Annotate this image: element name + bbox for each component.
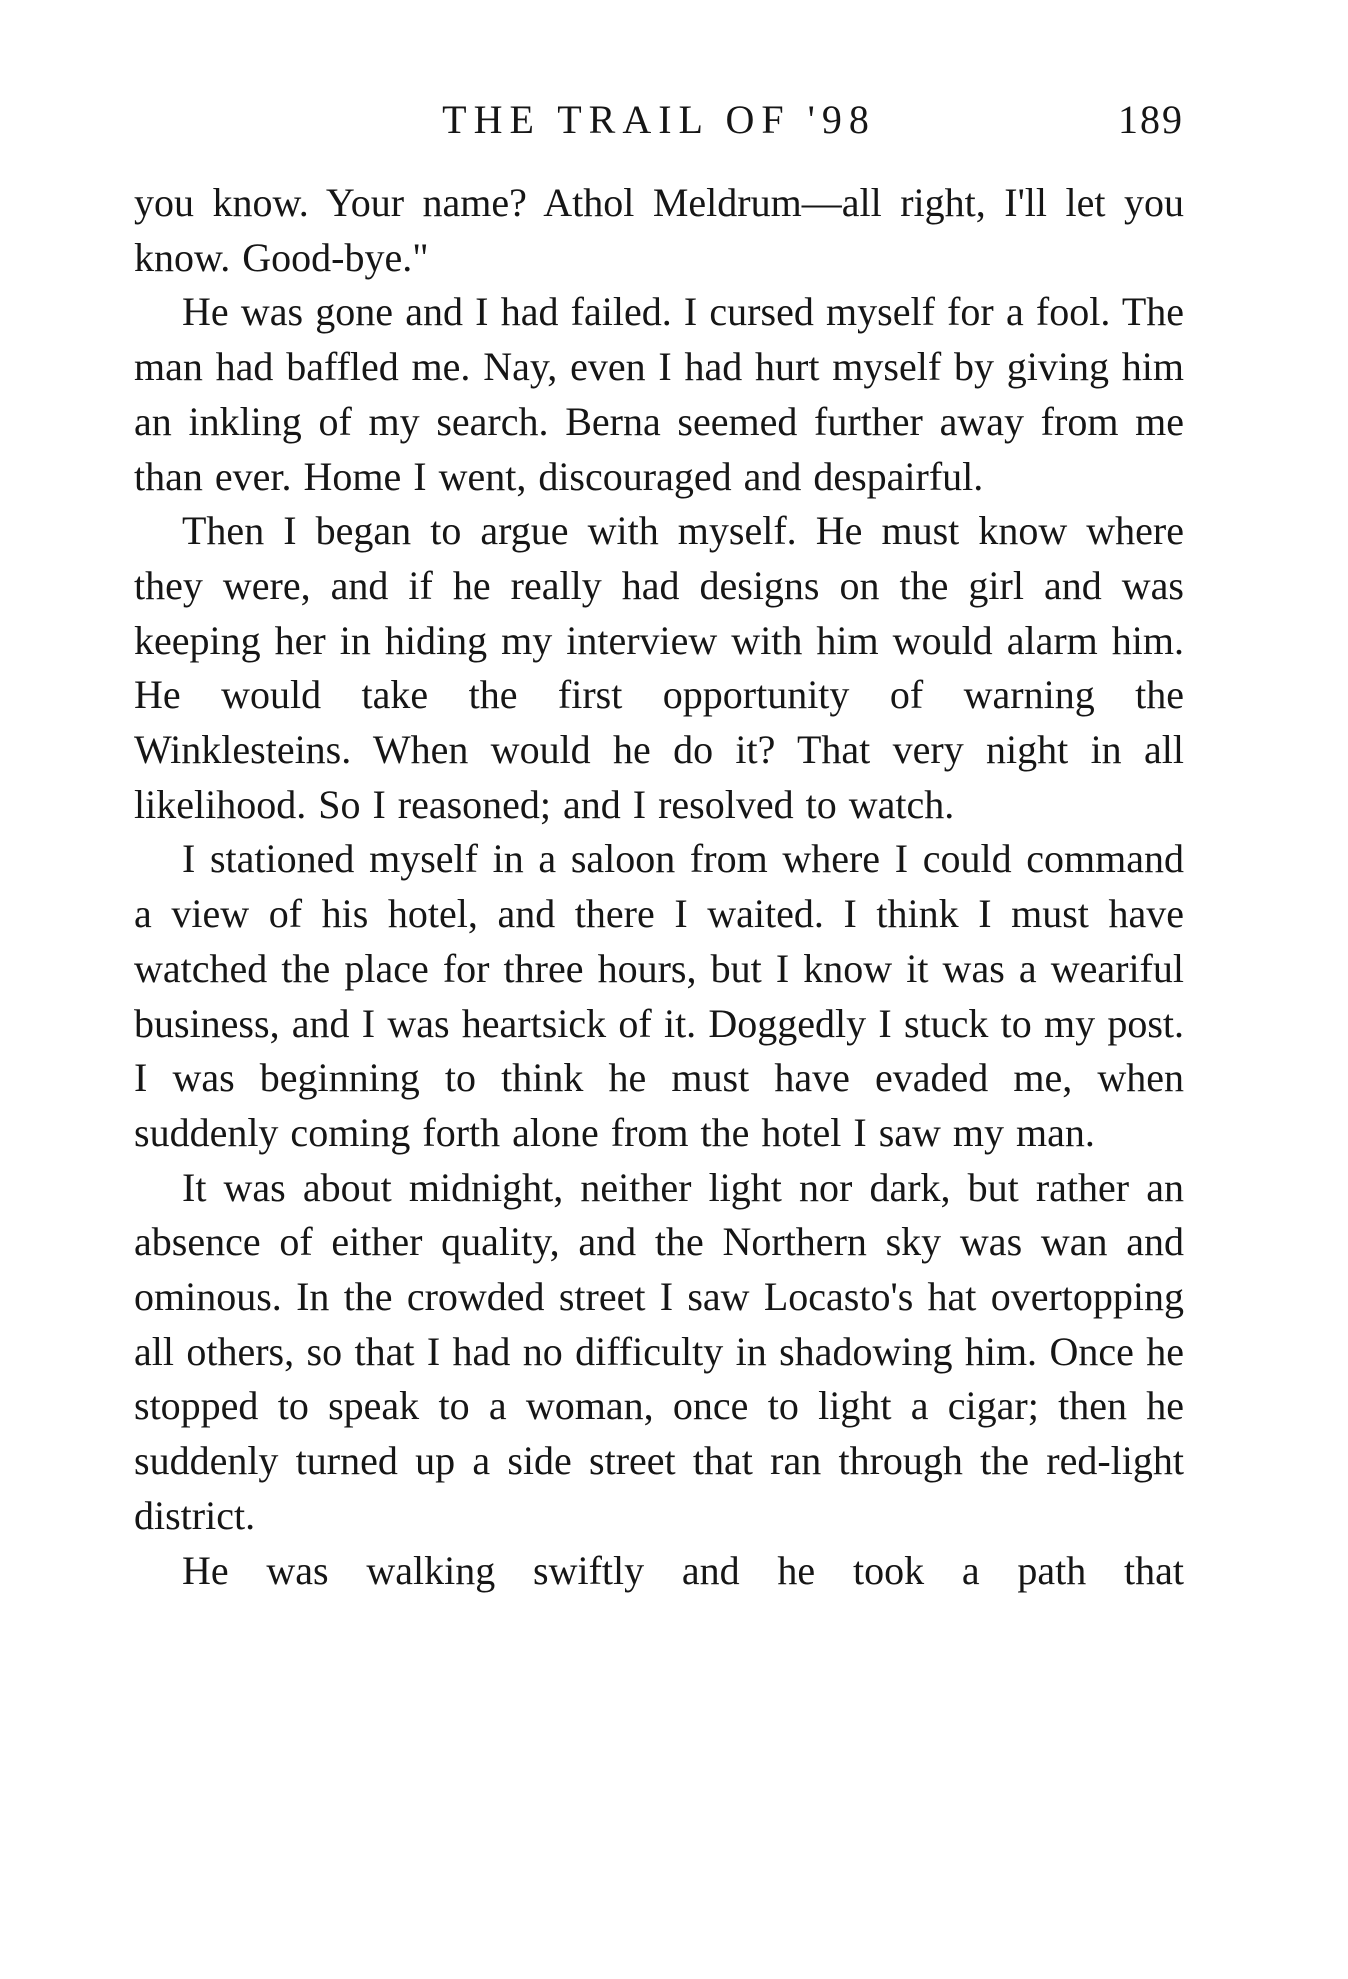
paragraph-continued: you know. Your name? Athol Meldrum—all right, I'll let you know. Good-bye.": [134, 180, 1184, 280]
paragraph: It was about midnight, neither light nor dark, but rather an absence of either quality, and the Northern sky was wan and ominous. In the crowded street I saw Locasto's hat overtopping all others, so that I had no difficulty in shadowing him. Once he stopped to speak to a woman, once to light a cigar; then he suddenly turned up a side street that ran through the red-light district.: [134, 1164, 1184, 1538]
paragraph-continues: He was walking swiftly and he took a path that: [182, 1547, 1184, 1593]
page-number: 189: [1118, 97, 1184, 142]
book-title: THE TRAIL OF '98: [442, 97, 876, 142]
running-head: [134, 88, 1184, 152]
paragraph: He was gone and I had failed. I cursed myself for a fool. The man had baffled me. Nay, even I had hurt myself by giving him an inkling of my search. Berna seemed further away from me than ever. Home I went, discouraged and despairful.: [134, 289, 1184, 499]
body-text: [134, 176, 1184, 1598]
paragraph: I stationed myself in a saloon from where I could command a view of his hotel, and there I waited. I think I must have watched the place for three hours, but I know it was a weariful business, and I was heartsick of it. Doggedly I stuck to my post. I was beginning to think he must have evaded me, when suddenly coming forth alone from the hotel I saw my man.: [134, 836, 1184, 1155]
paragraph: Then I began to argue with myself. He must know where they were, and if he really had designs on the girl and was keeping her in hiding my interview with him would alarm him. He would take the first opportunity of warning the Winklesteins. When would he do it? That very night in all likelihood. So I reasoned; and I resolved to watch.: [134, 508, 1184, 827]
